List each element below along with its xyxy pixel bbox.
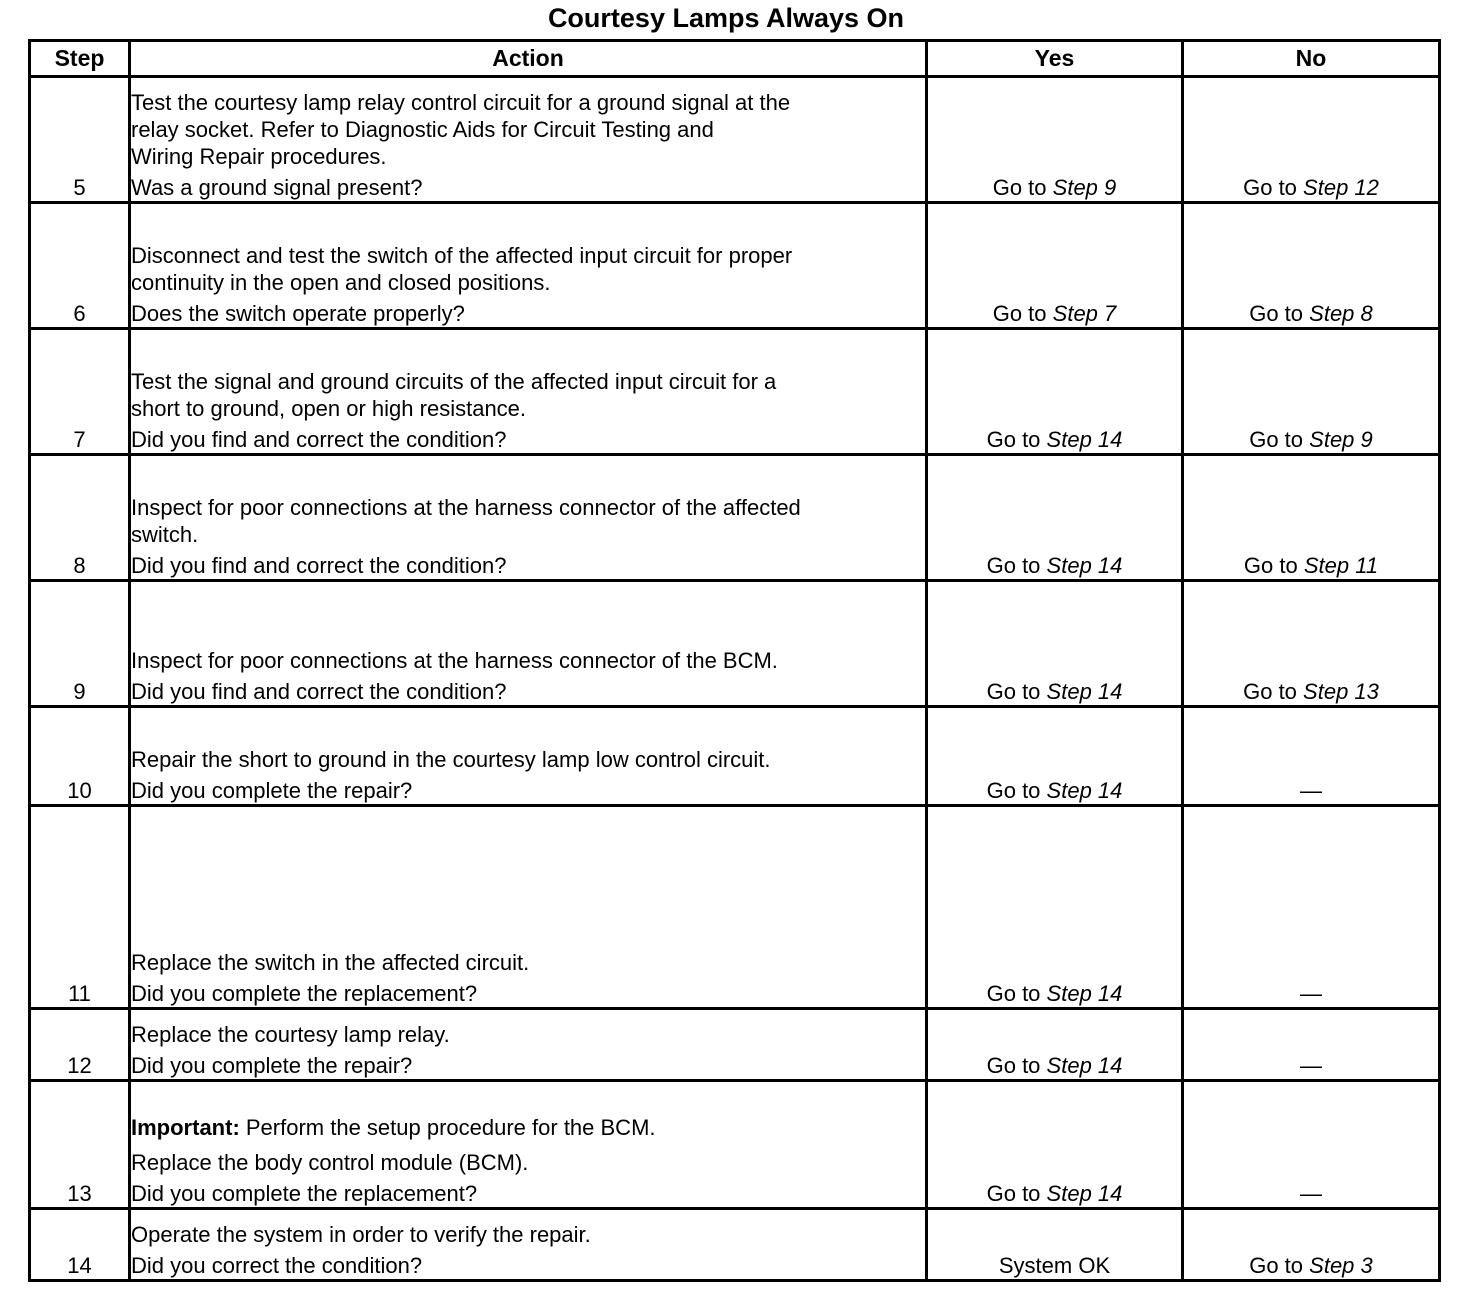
go-to-text: Go to bbox=[1249, 1253, 1304, 1278]
instruction-text: Test the courtesy lamp relay control circuit for a ground signal at the relay socket. Refer to Diagnostic Aids for Circuit Testing and Wiring Repair procedures. bbox=[131, 90, 791, 169]
action-cell bbox=[130, 1009, 927, 1081]
table-row bbox=[30, 1081, 1440, 1209]
go-to-text: Go to bbox=[986, 553, 1041, 578]
yes-cell bbox=[927, 581, 1183, 707]
header-action: Action bbox=[130, 41, 927, 77]
table-row bbox=[30, 1009, 1440, 1081]
important-text: Perform the setup procedure for the BCM. bbox=[239, 1115, 656, 1140]
go-to-text: Go to bbox=[992, 301, 1047, 326]
yes-cell bbox=[927, 77, 1183, 203]
no-cell bbox=[1183, 77, 1440, 203]
action-cell bbox=[130, 329, 927, 455]
step-number: 5 bbox=[30, 77, 130, 203]
no-step-ref: Step 11 bbox=[1303, 553, 1379, 578]
instruction-text: Inspect for poor connections at the harness connector of the BCM. bbox=[131, 648, 778, 673]
table-row bbox=[30, 77, 1440, 203]
table-row bbox=[30, 1209, 1440, 1281]
table-row bbox=[30, 329, 1440, 455]
action-cell bbox=[130, 455, 927, 581]
action-cell bbox=[130, 806, 927, 1009]
instruction-text: Inspect for poor connections at the harness connector of the affected switch. bbox=[131, 495, 801, 547]
yes-step-ref: Step 14 bbox=[1046, 1053, 1123, 1078]
table-row bbox=[30, 707, 1440, 806]
question-text: Did you find and correct the condition? bbox=[131, 679, 507, 704]
header-step: Step bbox=[30, 41, 130, 77]
go-to-text: Go to bbox=[986, 778, 1041, 803]
action-cell bbox=[130, 581, 927, 707]
go-to-text: Go to bbox=[1243, 175, 1297, 200]
yes-step-ref: Step 9 bbox=[1052, 175, 1117, 200]
yes-step-ref: Step 7 bbox=[1052, 301, 1117, 326]
instruction-text: Replace the switch in the affected circuit. bbox=[131, 950, 530, 975]
header-row bbox=[30, 41, 1440, 77]
no-step-ref: Step 8 bbox=[1309, 301, 1373, 326]
no-cell-empty: — bbox=[1183, 1009, 1440, 1081]
step-number: 6 bbox=[30, 203, 130, 329]
question-text: Did you complete the replacement? bbox=[131, 981, 478, 1006]
no-cell-empty: — bbox=[1183, 1081, 1440, 1209]
yes-cell bbox=[927, 455, 1183, 581]
go-to-text: Go to bbox=[992, 175, 1047, 200]
action-cell bbox=[130, 77, 927, 203]
action-cell bbox=[130, 707, 927, 806]
yes-step-ref: Step 14 bbox=[1046, 778, 1123, 803]
go-to-text: Go to bbox=[986, 1053, 1041, 1078]
instruction-text: Replace the courtesy lamp relay. bbox=[131, 1022, 450, 1047]
no-cell-empty: — bbox=[1183, 707, 1440, 806]
table-row bbox=[30, 455, 1440, 581]
yes-cell: System OK bbox=[927, 1209, 1183, 1281]
yes-step-ref: Step 14 bbox=[1046, 679, 1123, 704]
question-text: Did you complete the repair? bbox=[131, 1053, 413, 1078]
table-row bbox=[30, 203, 1440, 329]
step-number: 14 bbox=[30, 1209, 130, 1281]
action-cell bbox=[130, 1081, 927, 1209]
question-text: Did you correct the condition? bbox=[131, 1253, 423, 1278]
go-to-text: Go to bbox=[986, 1181, 1041, 1206]
no-cell bbox=[1183, 581, 1440, 707]
page-title: Courtesy Lamps Always On bbox=[547, 3, 905, 33]
action-cell bbox=[130, 1209, 927, 1281]
step-number: 7 bbox=[30, 329, 130, 455]
instruction-text: Disconnect and test the switch of the affected input circuit for proper continuity in the open and closed positions. bbox=[131, 243, 793, 295]
go-to-text: Go to bbox=[1249, 427, 1304, 452]
step-number: 11 bbox=[30, 806, 130, 1009]
yes-step-ref: Step 14 bbox=[1046, 553, 1123, 578]
action-cell bbox=[130, 203, 927, 329]
go-to-text: Go to bbox=[1243, 679, 1297, 704]
yes-cell bbox=[927, 1009, 1183, 1081]
table-row bbox=[30, 581, 1440, 707]
important-note bbox=[131, 1114, 925, 1141]
go-to-text: Go to bbox=[986, 679, 1041, 704]
step-number: 8 bbox=[30, 455, 130, 581]
header-no: No bbox=[1183, 41, 1440, 77]
header-yes: Yes bbox=[927, 41, 1183, 77]
no-step-ref: Step 3 bbox=[1309, 1253, 1373, 1278]
step-number: 13 bbox=[30, 1081, 130, 1209]
yes-step-ref: Step 14 bbox=[1046, 427, 1123, 452]
no-cell bbox=[1183, 455, 1440, 581]
instruction-text: Replace the body control module (BCM). bbox=[131, 1150, 529, 1175]
yes-cell bbox=[927, 203, 1183, 329]
go-to-text: Go to bbox=[986, 427, 1041, 452]
step-number: 9 bbox=[30, 581, 130, 707]
go-to-text: Go to bbox=[986, 981, 1041, 1006]
question-text: Was a ground signal present? bbox=[131, 175, 423, 200]
no-cell bbox=[1183, 203, 1440, 329]
instruction-text: Test the signal and ground circuits of the affected input circuit for a short to ground, open or high resistance. bbox=[131, 369, 777, 421]
no-step-ref: Step 12 bbox=[1303, 175, 1379, 200]
go-to-text: Go to bbox=[1243, 553, 1298, 578]
question-text: Did you find and correct the condition? bbox=[131, 553, 507, 578]
step-number: 10 bbox=[30, 707, 130, 806]
yes-cell bbox=[927, 806, 1183, 1009]
no-step-ref: Step 9 bbox=[1309, 427, 1373, 452]
no-step-ref: Step 13 bbox=[1303, 679, 1379, 704]
question-text: Did you complete the replacement? bbox=[131, 1181, 478, 1206]
yes-cell bbox=[927, 1081, 1183, 1209]
instruction-text: Operate the system in order to verify the repair. bbox=[131, 1222, 591, 1247]
step-number: 12 bbox=[30, 1009, 130, 1081]
no-cell bbox=[1183, 1209, 1440, 1281]
no-cell bbox=[1183, 329, 1440, 455]
yes-cell bbox=[927, 707, 1183, 806]
question-text: Did you find and correct the condition? bbox=[131, 427, 507, 452]
important-label: Important: bbox=[131, 1115, 240, 1140]
yes-step-ref: Step 14 bbox=[1046, 1181, 1123, 1206]
go-to-text: Go to bbox=[1249, 301, 1304, 326]
diagnostic-table bbox=[28, 39, 1441, 1282]
question-text: Did you complete the repair? bbox=[131, 778, 413, 803]
table-row bbox=[30, 806, 1440, 1009]
yes-step-ref: Step 14 bbox=[1046, 981, 1123, 1006]
yes-cell bbox=[927, 329, 1183, 455]
question-text: Does the switch operate properly? bbox=[131, 301, 465, 326]
no-cell-empty: — bbox=[1183, 806, 1440, 1009]
instruction-text: Repair the short to ground in the courtesy lamp low control circuit. bbox=[131, 747, 771, 772]
